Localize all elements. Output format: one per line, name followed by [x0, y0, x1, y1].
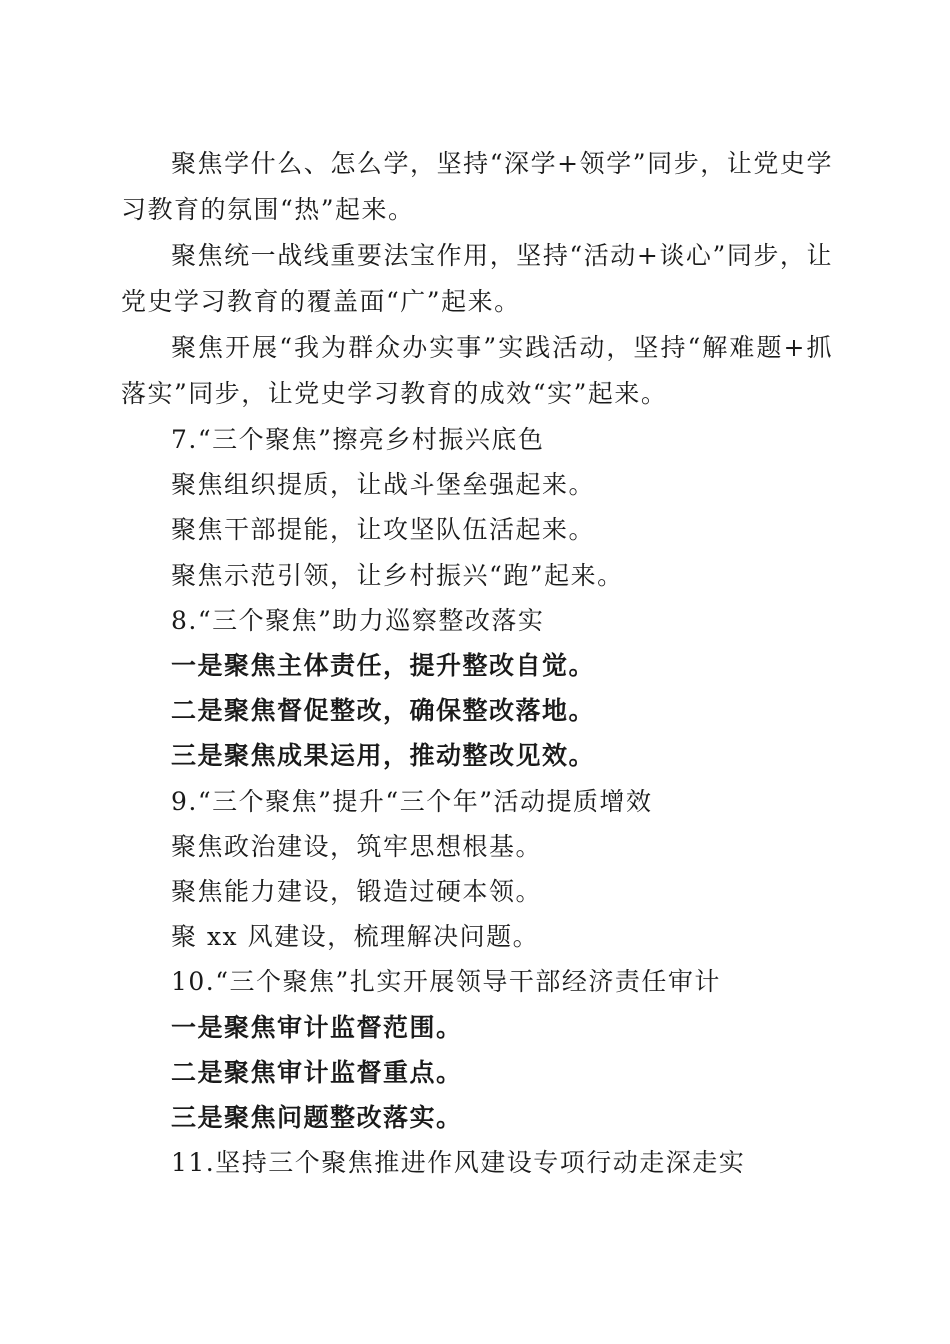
list-item: 三是聚焦问题整改落实。 [171, 1103, 463, 1133]
list-item: 二是聚焦审计监督重点。 [171, 1057, 463, 1087]
paragraph-1: 聚焦学什么、怎么学，坚持“深学+领学”同步，让党史学习教育的氛围“热”起来。 [121, 149, 833, 224]
heading-11: 11.坚持三个聚焦推进作风建设专项行动走深走实 [171, 1148, 746, 1178]
list-item: 聚 xx 风建设，梳理解决问题。 [171, 922, 540, 952]
list-item: 聚焦干部提能，让攻坚队伍活起来。 [171, 515, 596, 545]
heading-9: 9.“三个聚焦”提升“三个年”活动提质增效 [171, 786, 653, 816]
heading-10: 10.“三个聚焦”扎实开展领导干部经济责任审计 [171, 967, 721, 997]
heading-7: 7.“三个聚焦”擦亮乡村振兴底色 [171, 425, 545, 454]
list-item: 聚焦组织提质，让战斗堡垒强起来。 [171, 470, 596, 500]
list-item: 聚焦能力建设，锻造过硬本领。 [171, 877, 543, 907]
list-item: 一是聚焦主体责任，提升整改自觉。 [171, 651, 596, 681]
paragraph-2: 聚焦统一战线重要法宝作用，坚持“活动+谈心”同步，让党史学习教育的覆盖面“广”起来。 [121, 241, 833, 316]
list-item: 聚焦政治建设，筑牢思想根基。 [171, 831, 543, 861]
list-item: 一是聚焦审计监督范围。 [171, 1012, 463, 1042]
list-item: 聚焦示范引领，让乡村振兴“跑”起来。 [171, 560, 624, 590]
document-body [121, 141, 833, 1185]
list-item: 二是聚焦督促整改，确保整改落地。 [171, 696, 596, 726]
paragraph-3: 聚焦开展“我为群众办实事”实践活动，坚持“解难题+抓落实”同步，让党史学习教育的成效“实”起来。 [121, 333, 833, 408]
list-item: 三是聚焦成果运用，推动整改见效。 [171, 741, 596, 771]
heading-8: 8.“三个聚焦”助力巡察整改落实 [171, 605, 545, 635]
